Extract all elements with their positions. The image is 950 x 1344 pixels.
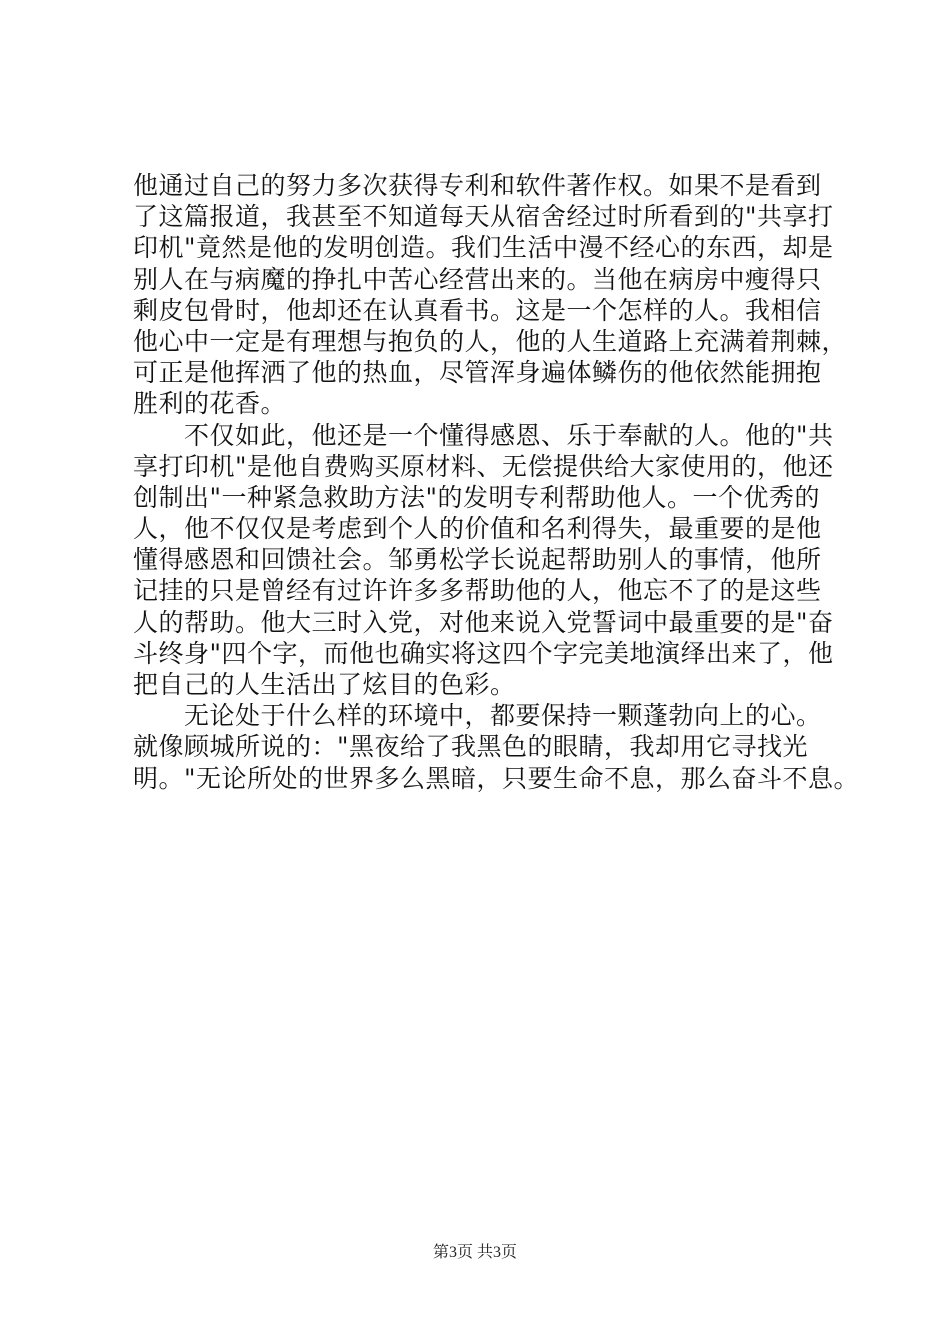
text-line: 可正是他挥洒了他的热血，尽管浑身遍体鳞伤的他依然能拥抱 bbox=[133, 358, 822, 388]
text-line: 别人在与病魔的挣扎中苦心经营出来的。当他在病房中瘦得只 bbox=[133, 264, 822, 294]
text-line: 了这篇报道，我甚至不知道每天从宿舍经过时所看到的"共享打 bbox=[133, 202, 834, 232]
text-line: 斗终身"四个字，而他也确实将这四个字完美地演绎出来了，他 bbox=[133, 638, 834, 668]
text-line: 剩皮包骨时，他却还在认真看书。这是一个怎样的人。我相信 bbox=[133, 295, 822, 325]
text-line: 就像顾城所说的："黑夜给了我黑色的眼睛，我却用它寻找光 bbox=[133, 732, 809, 762]
text-line: 他心中一定是有理想与抱负的人，他的人生道路上充满着荆棘， bbox=[133, 326, 848, 356]
text-line: 无论处于什么样的环境中，都要保持一颗蓬勃向上的心。 bbox=[133, 701, 822, 731]
text-line: 懂得感恩和回馈社会。邹勇松学长说起帮助别人的事情，他所 bbox=[133, 545, 822, 575]
text-line: 享打印机"是他自费购买原材料、无偿提供给大家使用的，他还 bbox=[133, 451, 834, 481]
text-line: 胜利的花香。 bbox=[133, 389, 287, 419]
text-line: 把自己的人生活出了炫目的色彩。 bbox=[133, 670, 516, 699]
text-line: 人，他不仅仅是考虑到个人的价值和名利得失，最重要的是他 bbox=[133, 514, 822, 544]
page-number-footer: 第3页 共3页 bbox=[432, 1244, 517, 1261]
text-line: 人的帮助。他大三时入党，对他来说入党誓词中最重要的是"奋 bbox=[133, 607, 834, 637]
text-line: 记挂的只是曾经有过许许多多帮助他的人，他忘不了的是这些 bbox=[133, 576, 822, 606]
text-line: 不仅如此，他还是一个懂得感恩、乐于奉献的人。他的"共 bbox=[133, 420, 834, 450]
text-line: 创制出"一种紧急救助方法"的发明专利帮助他人。一个优秀的 bbox=[133, 482, 821, 512]
text-line: 他通过自己的努力多次获得专利和软件著作权。如果不是看到 bbox=[133, 171, 822, 200]
text-line: 明。"无论所处的世界多么黑暗，只要生命不息，那么奋斗不息。 bbox=[133, 763, 860, 793]
text-line: 印机"竟然是他的发明创造。我们生活中漫不经心的东西，却是 bbox=[133, 233, 834, 263]
body-text bbox=[133, 170, 860, 794]
